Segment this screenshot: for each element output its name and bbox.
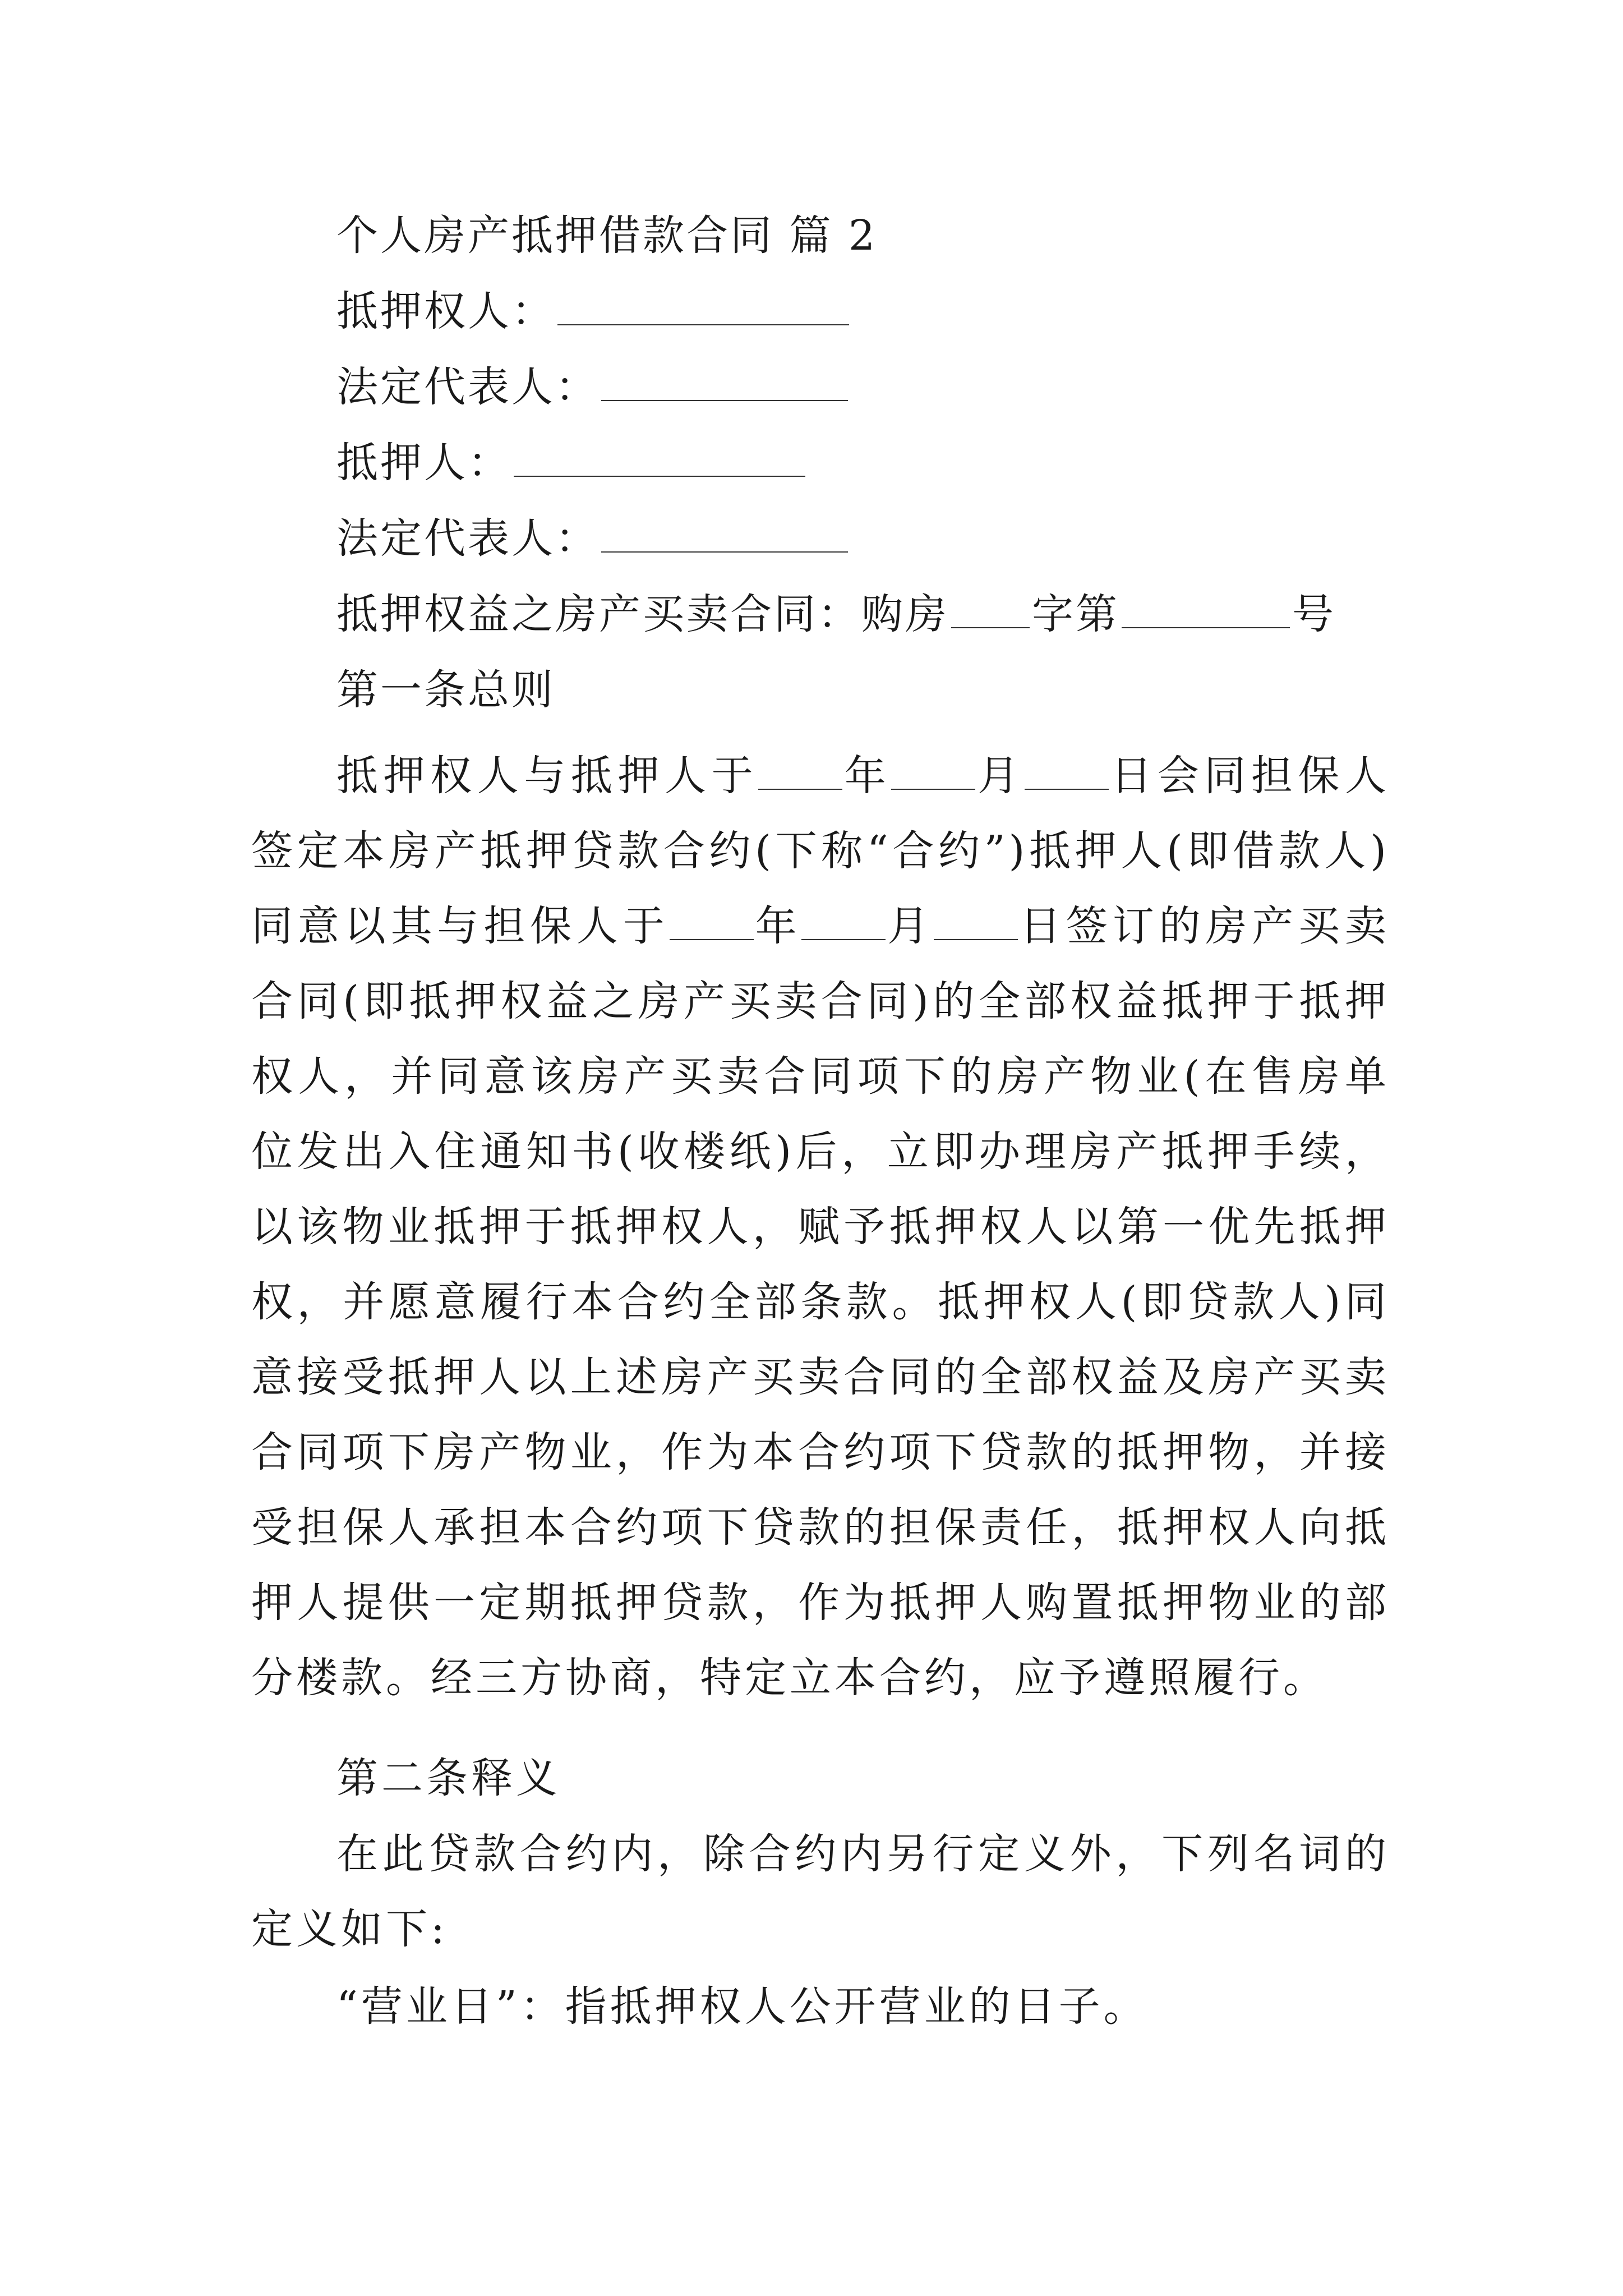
paragraph-text: 年 bbox=[753, 902, 802, 950]
mortgagor-label: 抵押人： bbox=[336, 439, 511, 487]
mortgagee-label: 抵押权人： bbox=[336, 287, 555, 335]
contract-label: 抵押权益之房产买卖合同：购房 bbox=[336, 590, 949, 638]
contract-number-field bbox=[336, 586, 1336, 642]
month-blank[interactable] bbox=[891, 754, 975, 790]
legal-rep-blank[interactable] bbox=[601, 365, 848, 401]
section1-paragraph bbox=[251, 738, 1390, 1715]
month-blank[interactable] bbox=[801, 904, 886, 940]
section2-paragraph: 在此贷款合约内，除合约内另行定义外，下列名词的定义如下: bbox=[251, 1830, 1390, 1953]
legal-rep-label: 法定代表人： bbox=[336, 363, 599, 411]
paragraph-text: 日会同担保人签定本房产抵押贷款合约(下称“合约”)抵押人(即借款人)同意以其与担保人于 bbox=[251, 752, 1390, 950]
mortgagor-field bbox=[336, 435, 808, 491]
paragraph-text: 日签订的房产买卖合同(即抵押权益之房产买卖合同)的全部权益抵押于抵押权人，并同意该房产买卖合同项下的房产物业(在售房单位发出入住通知书(收楼纸)后，立即办理房产抵押手续，以该物业抵押于抵押权人，赋予抵押权人以第一优先抵押权，并愿意履行本合约全部条款。抵押权人(即贷款人)同意接受抵押人以上述房产买卖合同的全部权益及房产买卖合同项下房产物业，作为本合约项下贷款的抵押物，并接受担保人承担本合约项下贷款的担保责任，抵押权人向抵押人提供一定期抵押贷款，作为抵押人购置抵押物业的部分楼款。经三方协商，特定立本合约，应予遵照履行。 bbox=[251, 902, 1390, 1702]
mortgagee-field bbox=[336, 283, 851, 339]
legal-rep-label: 法定代表人： bbox=[336, 514, 599, 563]
definition-business-day: “营业日”：指抵押权人公开营业的日子。 bbox=[336, 1982, 1149, 2031]
day-blank[interactable] bbox=[1025, 754, 1109, 790]
contract-mid-label: 字第 bbox=[1032, 590, 1119, 638]
year-blank[interactable] bbox=[670, 904, 754, 940]
contract-year-blank[interactable] bbox=[951, 592, 1030, 628]
legal-rep-blank[interactable] bbox=[601, 517, 848, 553]
mortgagor-blank[interactable] bbox=[514, 441, 805, 477]
paragraph-text: 抵押权人与抵押人于 bbox=[336, 752, 759, 800]
section2-heading: 第二条释义 bbox=[336, 1754, 561, 1802]
year-blank[interactable] bbox=[758, 754, 842, 790]
contract-end-label: 号 bbox=[1292, 590, 1336, 638]
mortgagor-legal-rep-field bbox=[336, 510, 850, 567]
mortgagee-legal-rep-field bbox=[336, 359, 850, 415]
contract-number-blank[interactable] bbox=[1122, 592, 1290, 628]
document-title: 个人房产抵押借款合同 篇 2 bbox=[336, 211, 878, 260]
day-blank[interactable] bbox=[934, 904, 1018, 940]
section1-heading: 第一条总则 bbox=[336, 666, 555, 714]
mortgagee-blank[interactable] bbox=[557, 289, 849, 325]
paragraph-text: 年 bbox=[842, 752, 892, 800]
paragraph-text: 月 bbox=[975, 752, 1025, 800]
paragraph-text: 月 bbox=[886, 902, 934, 950]
